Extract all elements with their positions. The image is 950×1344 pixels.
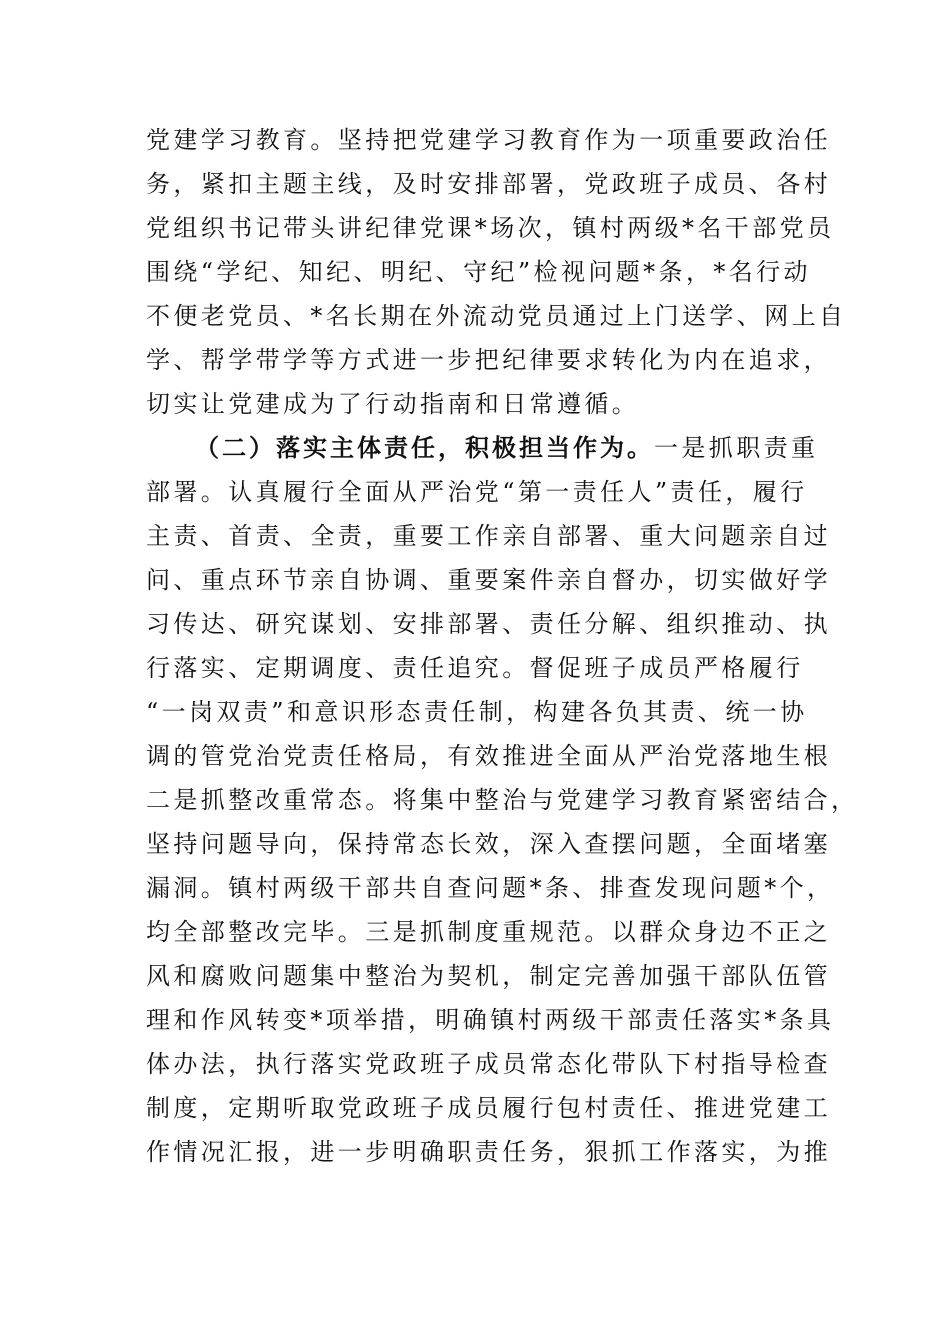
section-heading-rest: 一是抓职责重: [654, 434, 819, 462]
paragraph-line: 党建学习教育。坚持把党建学习教育作为一项重要政治任: [146, 126, 831, 154]
paragraph-line: 坚持问题导向，保持常态长效，深入查摆问题，全面堵塞: [146, 830, 831, 858]
paragraph-line: 不便老党员、*名长期在外流动党员通过上门送学、网上自: [146, 302, 847, 330]
paragraph-line: 风和腐败问题集中整治为契机，制定完善加强干部队伍管: [146, 962, 831, 990]
paragraph-line: 行落实、定期调度、责任追究。督促班子成员严格履行: [146, 654, 804, 682]
paragraph-line: 务，紧扣主题主线，及时安排部署，党政班子成员、各村: [146, 170, 831, 198]
paragraph-line: 均全部整改完毕。三是抓制度重规范。以群众身边不正之: [146, 918, 831, 946]
paragraph-line: 漏洞。镇村两级干部共自查问题*条、排查发现问题*个，: [146, 874, 835, 902]
paragraph-line: 学、帮学带学等方式进一步把纪律要求转化为内在追求，: [146, 346, 831, 374]
paragraph-line: 切实让党建成为了行动指南和日常遵循。: [146, 390, 640, 418]
paragraph-line: 部署。认真履行全面从严治党“第一责任人”责任，履行: [146, 478, 808, 506]
paragraph-line: “一岗双责”和意识形态责任制，构建各负其责、统一协: [146, 698, 808, 726]
paragraph-line: 习传达、研究谋划、安排部署、责任分解、组织推动、执: [146, 610, 831, 638]
paragraph-line: 制度，定期听取党政班子成员履行包村责任、推进党建工: [146, 1094, 831, 1122]
paragraph-line: 围绕“学纪、知纪、明纪、守纪”检视问题*条，*名行动: [146, 258, 811, 286]
paragraph-line: 体办法，执行落实党政班子成员常态化带队下村指导检查: [146, 1050, 831, 1078]
paragraph-line: 二是抓整改重常态。将集中整治与党建学习教育紧密结合，: [146, 786, 859, 814]
paragraph-line: 作情况汇报，进一步明确职责任务，狠抓工作落实，为推: [146, 1138, 831, 1166]
section-heading-line: [195, 426, 885, 470]
section-heading: （二）落实主体责任，积极担当作为。: [195, 434, 654, 462]
paragraph-line: 主责、首责、全责，重要工作亲自部署、重大问题亲自过: [146, 522, 831, 550]
paragraph-line: 调的管党治党责任格局，有效推进全面从严治党落地生根: [146, 742, 831, 770]
paragraph-line: 理和作风转变*项举措，明确镇村两级干部责任落实*条具: [146, 1006, 835, 1034]
paragraph-line: 问、重点环节亲自协调、重要案件亲自督办，切实做好学: [146, 566, 831, 594]
paragraph-line: 党组织书记带头讲纪律党课*场次，镇村两级*名干部党员: [146, 214, 835, 242]
